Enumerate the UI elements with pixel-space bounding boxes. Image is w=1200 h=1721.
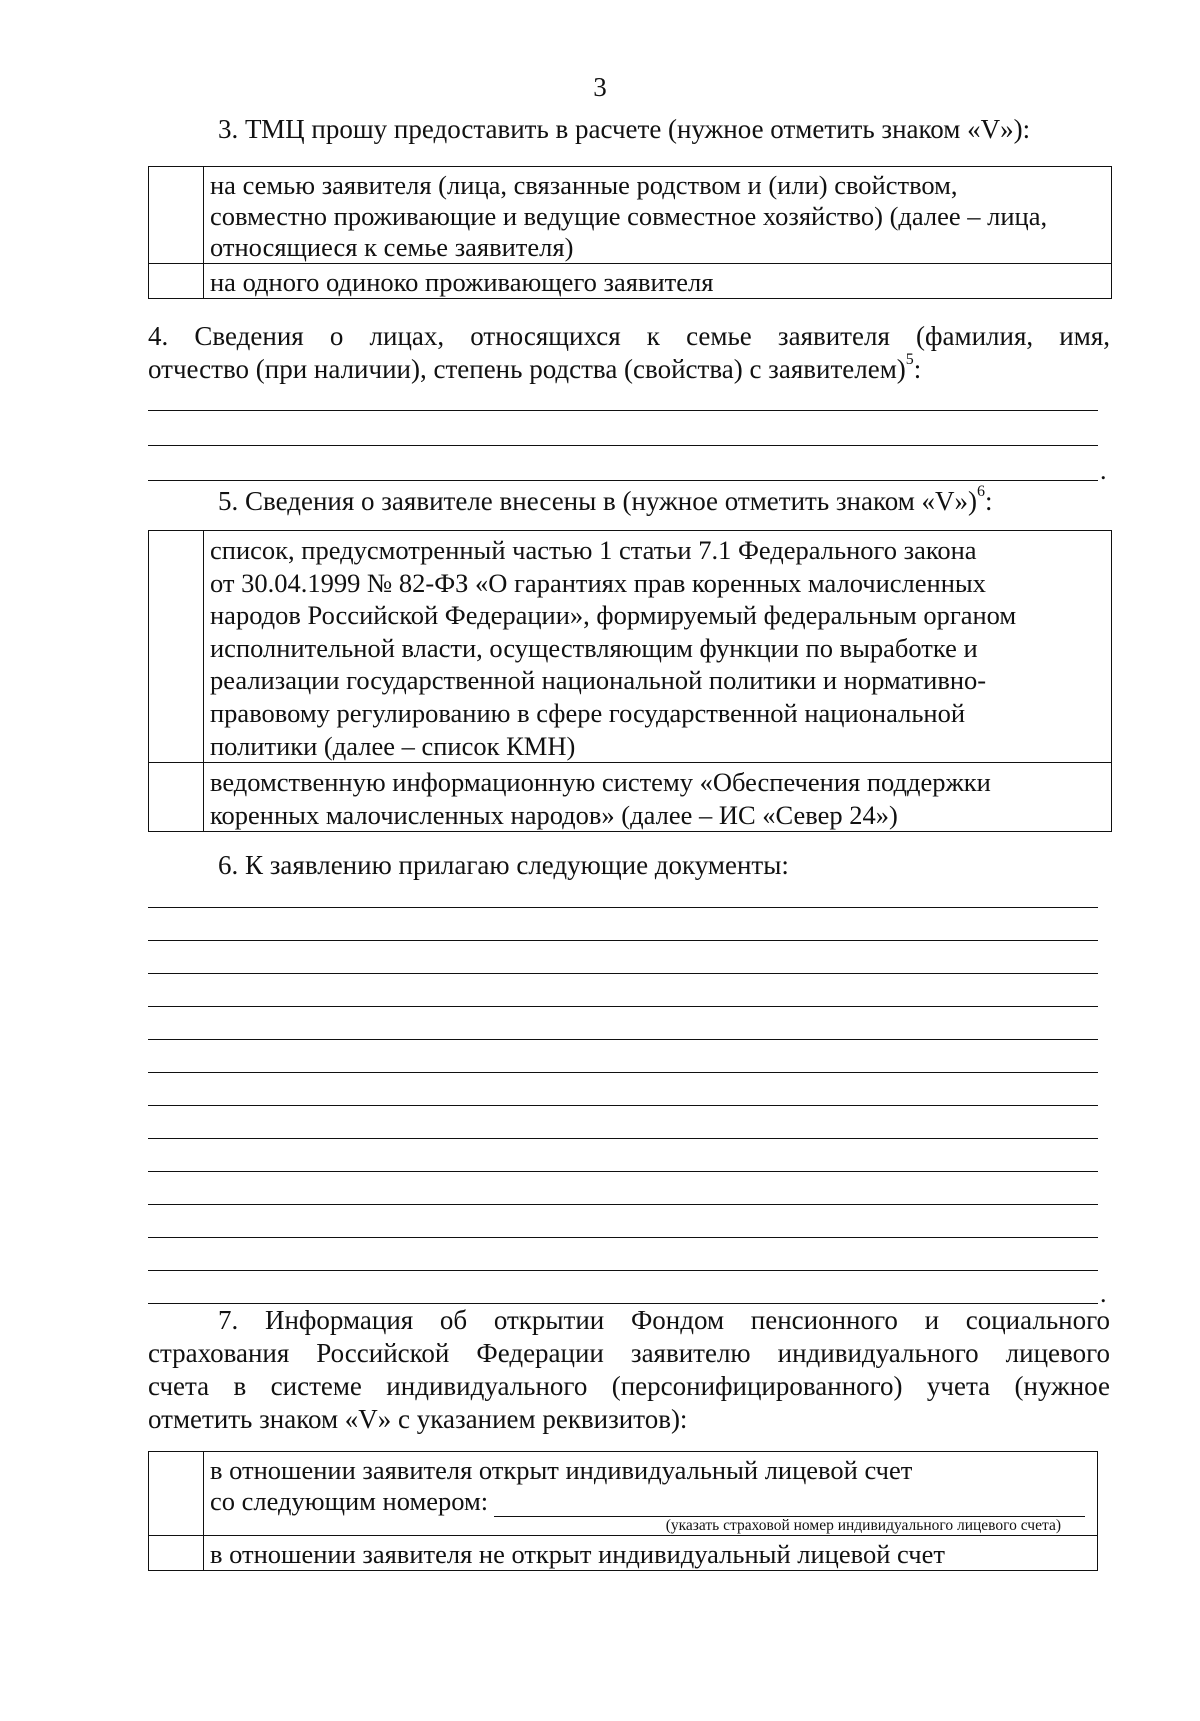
fill-line[interactable]	[148, 1105, 1098, 1106]
account-number-row: со следующим номером:	[210, 1486, 1091, 1517]
section7-options-table	[148, 1451, 1098, 1571]
section3-option-family	[149, 167, 1112, 264]
fill-line[interactable]	[148, 1039, 1098, 1040]
fill-line[interactable]	[148, 1006, 1098, 1007]
fill-line[interactable]	[148, 445, 1098, 446]
section7-line4: отметить знаком «V» с указанием реквизитов):	[148, 1404, 688, 1434]
fill-line[interactable]	[148, 1072, 1098, 1073]
section5-heading: 5. Сведения о заявителе внесены в (нужное отметить знаком «V»)$^6$:	[218, 483, 993, 516]
option-text: на одного одиноко проживающего заявителя	[204, 264, 1112, 299]
section6-heading: 6. К заявлению прилагаю следующие документы:	[218, 850, 789, 880]
section3-options-table	[148, 166, 1112, 299]
footnote-marker: 6	[977, 483, 986, 500]
option-text: в отношении заявителя не открыт индивидуальный лицевой счет	[204, 1536, 1098, 1571]
fill-line[interactable]	[148, 1237, 1098, 1238]
account-number-hint: (указать страховой номер индивидуального лицевого счета)	[665, 1517, 1061, 1534]
section7-line1: 7. Информация об открытии Фондом пенсионного и социального	[218, 1305, 1110, 1335]
section7-line3: счета в системе индивидуального (персонифицированного) учета (нужное	[148, 1371, 1110, 1401]
fill-line[interactable]	[148, 1204, 1098, 1205]
option-text: ведомственную информационную систему «Обеспечения поддержки коренных малочисленных народов» (далее – ИС «Север 24»)	[204, 763, 1112, 832]
section5-option-kmn-list	[149, 531, 1112, 763]
end-period: .	[1100, 1279, 1107, 1308]
checkbox-cell[interactable]	[149, 264, 204, 299]
footnote-marker: 5	[905, 351, 914, 368]
checkbox-cell[interactable]	[149, 1452, 204, 1536]
section7-option-opened	[149, 1452, 1098, 1536]
fill-line[interactable]	[148, 410, 1098, 411]
end-period: .	[1100, 456, 1107, 485]
fill-line[interactable]	[148, 480, 1098, 481]
fill-line[interactable]	[148, 907, 1098, 908]
option-text: на семью заявителя (лица, связанные родством и (или) свойством, совместно проживающие и ведущие совместное хозяйство) (далее – лица, относящиеся к семье заявителя)	[204, 167, 1112, 264]
fill-line[interactable]	[148, 1270, 1098, 1271]
account-number-field[interactable]	[494, 1492, 1085, 1517]
checkbox-cell[interactable]	[149, 531, 204, 763]
checkbox-cell[interactable]	[149, 763, 204, 832]
section3-heading: 3. ТМЦ прошу предоставить в расчете (нужное отметить знаком «V»):	[218, 114, 1031, 144]
fill-line[interactable]	[148, 940, 1098, 941]
section7-line2: страхования Российской Федерации заявителю индивидуального лицевого	[148, 1338, 1110, 1368]
fill-line[interactable]	[148, 973, 1098, 974]
page-number: 3	[593, 72, 607, 102]
section3-option-single	[149, 264, 1112, 299]
option-text: список, предусмотренный частью 1 статьи 7.1 Федерального закона от 30.04.1999 № 82-ФЗ «О гарантиях прав коренных малочисленных народов Российской Федерации», формируемый федеральным органом исполнительной власти, осуществляющим функции по выработке и реализации государственной национальной политики и нормативно- правовому регулированию в сфере государственной национальной политики (далее – список КМН)	[204, 531, 1112, 763]
section5-options-table	[148, 530, 1112, 832]
fill-line[interactable]	[148, 1138, 1098, 1139]
section4-line2: отчество (при наличии), степень родства (свойства) с заявителем)$^5$:	[148, 351, 922, 384]
checkbox-cell[interactable]	[149, 167, 204, 264]
section7-option-not-opened	[149, 1536, 1098, 1571]
checkbox-cell[interactable]	[149, 1536, 204, 1571]
section4-line1: 4. Сведения о лицах, относящихся к семье заявителя (фамилия, имя,	[148, 321, 1110, 351]
fill-line[interactable]	[148, 1171, 1098, 1172]
section5-option-is-sever24	[149, 763, 1112, 832]
option-text: в отношении заявителя открыт индивидуальный лицевой счет со следующим номером: (указать страховой номер индивидуального лицевого счета)	[204, 1452, 1098, 1536]
